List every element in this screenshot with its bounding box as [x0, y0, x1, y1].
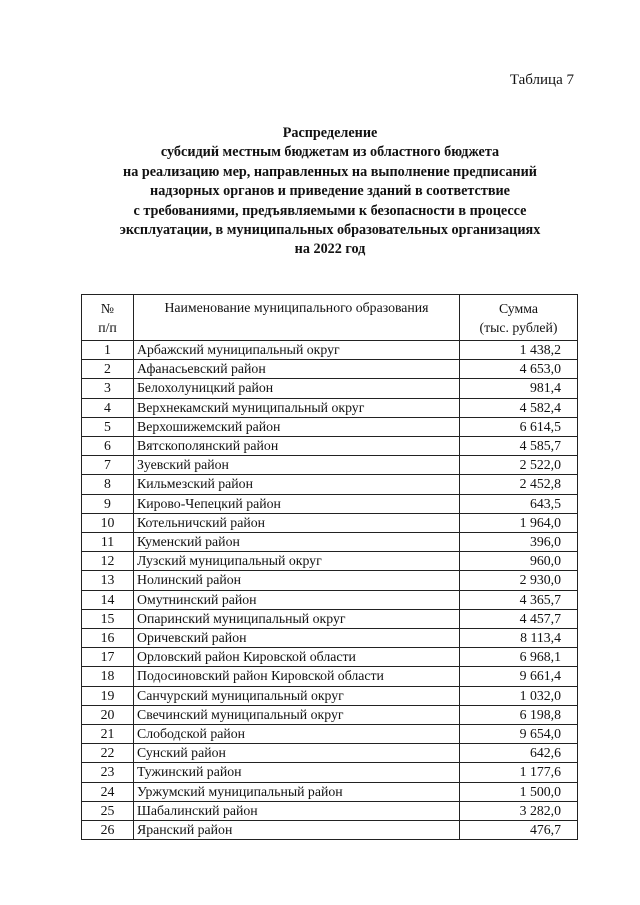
table-row [82, 763, 578, 782]
municipality-name: Кильмезский район [134, 475, 460, 494]
table-row [82, 705, 578, 724]
subsidy-amount: 4 653,0 [460, 360, 578, 379]
municipality-name: Афанасьевский район [134, 360, 460, 379]
row-number: 11 [82, 533, 134, 552]
municipality-name: Арбажский муниципальный округ [134, 341, 460, 360]
table-row [82, 533, 578, 552]
table-row [82, 609, 578, 628]
row-number: 24 [82, 782, 134, 801]
subsidy-amount: 960,0 [460, 552, 578, 571]
municipality-name: Котельничский район [134, 513, 460, 532]
header-number [82, 295, 134, 341]
municipality-name: Слободской район [134, 725, 460, 744]
municipality-name: Кирово-Чепецкий район [134, 494, 460, 513]
table-row [82, 494, 578, 513]
subsidy-amount: 8 113,4 [460, 629, 578, 648]
table-row [82, 744, 578, 763]
table-row [82, 379, 578, 398]
table-row [82, 417, 578, 436]
municipality-name: Сунский район [134, 744, 460, 763]
subsidy-amount: 4 457,7 [460, 609, 578, 628]
row-number: 14 [82, 590, 134, 609]
header-number-line2: п/п [98, 319, 117, 335]
subsidy-amount: 3 282,0 [460, 801, 578, 820]
municipality-name: Вятскополянский район [134, 437, 460, 456]
row-number: 19 [82, 686, 134, 705]
subsidy-amount: 6 614,5 [460, 417, 578, 436]
title-line: надзорных органов и приведение зданий в соответствие [150, 183, 510, 200]
municipality-name: Орловский район Кировской области [134, 648, 460, 667]
municipality-name: Верхошижемский район [134, 417, 460, 436]
subsidy-amount: 6 968,1 [460, 648, 578, 667]
row-number: 17 [82, 648, 134, 667]
municipality-name: Куменский район [134, 533, 460, 552]
subsidy-amount: 9 661,4 [460, 667, 578, 686]
row-number: 16 [82, 629, 134, 648]
table-row [82, 398, 578, 417]
subsidy-amount: 2 930,0 [460, 571, 578, 590]
subsidy-amount: 1 032,0 [460, 686, 578, 705]
table-row [82, 648, 578, 667]
row-number: 21 [82, 725, 134, 744]
subsidy-amount: 396,0 [460, 533, 578, 552]
row-number: 4 [82, 398, 134, 417]
municipality-name: Оричевский район [134, 629, 460, 648]
title-line: Распределение [282, 125, 378, 141]
row-number: 1 [82, 341, 134, 360]
table-row [82, 686, 578, 705]
municipality-name: Омутнинский район [134, 590, 460, 609]
subsidy-amount: 4 582,4 [460, 398, 578, 417]
municipality-name: Уржумский муниципальный район [134, 782, 460, 801]
header-sum-line1: Сумма [498, 300, 539, 316]
subsidy-amount: 1 177,6 [460, 763, 578, 782]
municipality-name: Яранский район [134, 821, 460, 840]
subsidy-amount: 1 964,0 [460, 513, 578, 532]
row-number: 3 [82, 379, 134, 398]
row-number: 6 [82, 437, 134, 456]
row-number: 22 [82, 744, 134, 763]
title-line: эксплуатации, в муниципальных образовательных организациях [119, 222, 541, 239]
header-number-line1: № [100, 300, 115, 316]
row-number: 25 [82, 801, 134, 820]
table-row [82, 341, 578, 360]
header-sum-line2: (тыс. рублей) [479, 319, 558, 335]
title-line: на реализацию мер, направленных на выполнение предписаний [123, 163, 537, 180]
municipality-name: Зуевский район [134, 456, 460, 475]
table-header-row [82, 295, 578, 341]
municipality-name: Санчурский муниципальный округ [134, 686, 460, 705]
row-number: 15 [82, 609, 134, 628]
municipality-name: Свечинский муниципальный округ [134, 705, 460, 724]
row-number: 8 [82, 475, 134, 494]
subsidy-amount: 642,6 [460, 744, 578, 763]
subsidy-amount: 981,4 [460, 379, 578, 398]
subsidy-amount: 9 654,0 [460, 725, 578, 744]
table-row [82, 667, 578, 686]
municipality-name: Опаринский муниципальный округ [134, 609, 460, 628]
municipality-name: Шабалинский район [134, 801, 460, 820]
subsidy-amount: 1 438,2 [460, 341, 578, 360]
header-name: Наименование муниципального образования [134, 295, 460, 341]
table-row [82, 456, 578, 475]
row-number: 9 [82, 494, 134, 513]
municipality-name: Верхнекамский муниципальный округ [134, 398, 460, 417]
table-row [82, 571, 578, 590]
table-row [82, 801, 578, 820]
table-body [82, 341, 578, 840]
row-number: 10 [82, 513, 134, 532]
table-row [82, 590, 578, 609]
municipality-name: Лузский муниципальный округ [134, 552, 460, 571]
title-line: на 2022 год [294, 241, 366, 258]
row-number: 7 [82, 456, 134, 475]
table-row [82, 475, 578, 494]
row-number: 5 [82, 417, 134, 436]
row-number: 18 [82, 667, 134, 686]
row-number: 20 [82, 705, 134, 724]
row-number: 2 [82, 360, 134, 379]
subsidy-amount: 476,7 [460, 821, 578, 840]
subsidy-amount: 6 198,8 [460, 705, 578, 724]
subsidy-amount: 1 500,0 [460, 782, 578, 801]
table-row [82, 552, 578, 571]
header-sum [460, 295, 578, 341]
row-number: 13 [82, 571, 134, 590]
table-row [82, 360, 578, 379]
row-number: 12 [82, 552, 134, 571]
subsidy-amount: 4 365,7 [460, 590, 578, 609]
document-title [60, 124, 600, 260]
table-row [82, 725, 578, 744]
municipality-name: Нолинский район [134, 571, 460, 590]
subsidy-table [81, 294, 578, 840]
subsidy-amount: 4 585,7 [460, 437, 578, 456]
table-row [82, 437, 578, 456]
row-number: 26 [82, 821, 134, 840]
table-row [82, 782, 578, 801]
table-row [82, 513, 578, 532]
subsidy-amount: 643,5 [460, 494, 578, 513]
table-number-label: Таблица 7 [509, 72, 574, 88]
table-row [82, 821, 578, 840]
table-row [82, 629, 578, 648]
subsidy-amount: 2 452,8 [460, 475, 578, 494]
municipality-name: Белохолуницкий район [134, 379, 460, 398]
municipality-name: Тужинский район [134, 763, 460, 782]
title-line: субсидий местным бюджетам из областного бюджета [160, 144, 500, 161]
title-line: с требованиями, предъявляемыми к безопасности в процессе [133, 202, 527, 219]
row-number: 23 [82, 763, 134, 782]
subsidy-amount: 2 522,0 [460, 456, 578, 475]
municipality-name: Подосиновский район Кировской области [134, 667, 460, 686]
